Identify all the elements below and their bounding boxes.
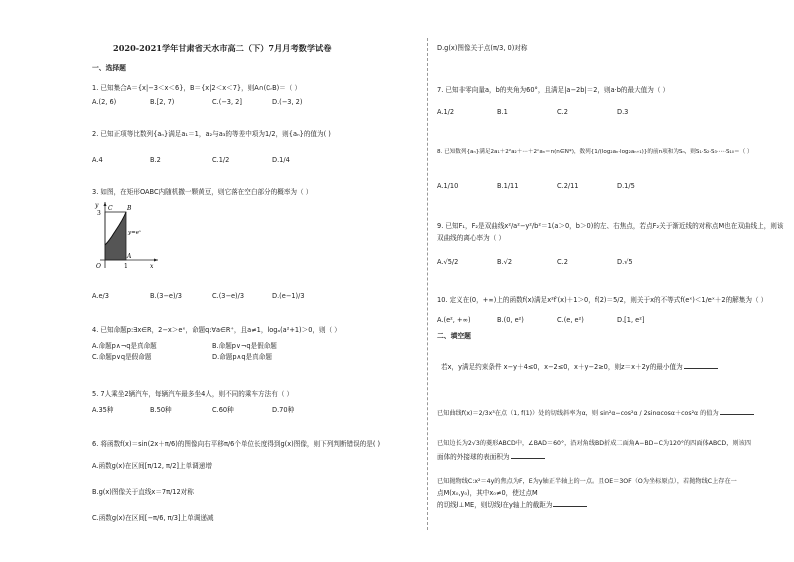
question-2-option-c: C.1/2 xyxy=(212,156,230,164)
fill-3-line2: 面体的外接球的表面积为 xyxy=(437,453,510,461)
fill-3-text xyxy=(437,452,545,461)
question-5-option-a: A.35种 xyxy=(92,406,114,414)
section-choice-heading: 一、选择题 xyxy=(92,64,126,72)
question-4-option-d: D.命题p∧q是真命题 xyxy=(212,353,272,361)
fill-2-line: 已知曲线f(x)＝2/3x³在点（1, f(1)）处的切线斜率为α，则 sin²α−cos²α / 2sinαcosα＋cos²α 的值为 xyxy=(437,410,719,417)
question-6-option-a: A.函数g(x)在区间[π/12, π/2]上单调递增 xyxy=(92,462,212,470)
question-5-option-d: D.70种 xyxy=(272,406,295,414)
question-6-option-c: C.函数g(x)在区间[−π/6, π/3]上单调递减 xyxy=(92,514,214,522)
question-3-option-c: C.(3−e)/3 xyxy=(212,292,245,300)
figure-curve-label: y=eˣ xyxy=(128,230,141,236)
question-10-option-c: C.(e, e²) xyxy=(557,316,584,324)
question-10-stem: 10. 定义在(0，+∞)上的函数f(x)满足x²f′(x)＋1＞0，f(2)＝5/2，则关于x的不等式f(eˣ)＜1/eˣ＋2的解集为（ ） xyxy=(437,296,768,304)
question-8-option-c: C.2/11 xyxy=(557,182,579,190)
question-4-option-b: B.命题p∨¬q是假命题 xyxy=(212,342,277,350)
figure-point-c: C xyxy=(108,205,113,212)
question-9-stem-cont: 双曲线的离心率为（ ） xyxy=(437,234,506,242)
figure-point-b: B xyxy=(127,205,132,212)
question-4-option-c: C.命题p∨q是假命题 xyxy=(92,353,152,361)
fill-4-line1: 已知抛物线C:x²＝4y的焦点为F，E为y轴正半轴上的一点。且OE＝3OF（O为坐标原点），若抛物线C上存在一 xyxy=(437,478,737,485)
question-7-stem: 7. 已知非零向量a，b的夹角为60°，且满足|a−2b|＝2，则a·b的最大值为（ ） xyxy=(437,86,670,94)
figure-tick-3: 3 xyxy=(97,210,101,217)
question-10-option-a: A.(e², +∞) xyxy=(437,316,471,324)
fill-1-line: 若x，y满足约束条件 x−y＋4≤0，x−2≤0，x＋y−2≥0，则z＝x＋2y的最小值为 xyxy=(441,363,683,371)
figure-x-label: x xyxy=(150,263,154,270)
question-1-option-a: A.(2, 6) xyxy=(92,98,117,106)
question-9-option-b: B.√2 xyxy=(497,258,513,266)
fill-4-line1b: 点M(x₀,y₀)，其中x₀≠0，使过点M xyxy=(437,489,538,497)
question-6-option-d: D.g(x)图像关于点(π/3, 0)对称 xyxy=(437,44,528,52)
fill-2-text xyxy=(437,408,754,418)
figure-origin-label: O xyxy=(96,263,101,270)
page-title: 2020-2021学年甘肃省天水市高二（下）7月月考数学试卷 xyxy=(113,43,332,53)
question-5-option-b: B.50种 xyxy=(150,406,172,414)
question-10-option-b: B.(0, e²) xyxy=(497,316,524,324)
question-3-option-d: D.(e−1)/3 xyxy=(272,292,305,300)
question-1-option-d: D.(−3, 2) xyxy=(272,98,303,106)
section-fill-heading: 二、填空题 xyxy=(437,332,471,340)
question-2-stem: 2. 已知正项等比数列{aₙ}满足a₁＝1，a₂与a₃的等差中项为1/2，则{aₙ}的值为( ) xyxy=(92,130,331,138)
question-9-option-a: A.√5/2 xyxy=(437,258,459,266)
question-6-option-b: B.g(x)图像关于直线x＝7π/12对称 xyxy=(92,488,194,496)
question-1-option-b: B.[2, 7) xyxy=(150,98,175,106)
question-3-option-b: B.(3−e)/3 xyxy=(150,292,182,300)
question-9-option-c: C.2 xyxy=(557,258,568,266)
question-1-stem: 1. 已知集合A＝{x|−3＜x＜6}，B＝{x|2＜x＜7}，则A∩(∁ᵣB)＝（ ） xyxy=(92,84,302,92)
question-2-option-b: B.2 xyxy=(150,156,161,164)
question-3-figure xyxy=(92,198,164,276)
question-3-option-a: A.e/3 xyxy=(92,292,109,300)
figure-y-label: y xyxy=(95,202,99,209)
right-column xyxy=(397,0,794,562)
question-4-stem: 4. 已知命题p:∃x∈R，2−x＞eˣ，命题q:∀a∈R⁺，且a≠1，logₐ(a²+1)＞0，则（ ） xyxy=(92,326,341,334)
question-3-stem: 3. 如图，在矩形OABC内随机撒一颗黄豆，则它落在空白部分的概率为（ ） xyxy=(92,188,313,196)
question-6-stem: 6. 将函数f(x)＝sin(2x＋π/6)的图像向右平移π/6个单位长度得到g(x)图像，则下列判断错误的是( ) xyxy=(92,440,381,448)
question-8-stem: 8. 已知数列{aₙ}满足2a₁＋2²a₂＋⋯＋2ⁿaₙ＝n(n∈N*)，数列{1/(log₂aₙ·log₂aₙ₊₁)}的前n项和为Sₙ，则S₁·S₂·S₃·⋯·S₁₀＝（ ） xyxy=(437,149,753,155)
fill-4-line2: 的切线l⊥ME，则切线l在y轴上的截距为 xyxy=(437,501,553,509)
figure-tick-1: 1 xyxy=(124,263,128,270)
question-8-option-a: A.1/10 xyxy=(437,182,459,190)
question-7-option-a: A.1/2 xyxy=(437,108,455,116)
question-9-stem: 9. 已知F₁，F₂是双曲线x²/a²−y²/b²＝1(a＞0，b＞0)的左、右焦点，若点F₂关于渐近线的对称点M也在双曲线上，则该 xyxy=(437,222,784,230)
question-5-stem: 5. 7人乘坐2辆汽车，每辆汽车最多坐4人，则不同的乘车方法有（ ） xyxy=(92,390,294,398)
question-7-option-c: C.2 xyxy=(557,108,568,116)
fill-4-text xyxy=(437,500,587,509)
question-4-option-a: A.命题p∧¬q是真命题 xyxy=(92,342,157,350)
fill-2-blank xyxy=(720,408,754,415)
question-5-option-c: C.60种 xyxy=(212,406,234,414)
figure-point-a: A xyxy=(127,253,132,260)
question-8-option-d: D.1/5 xyxy=(617,182,635,190)
question-9-option-d: D.√5 xyxy=(617,258,633,266)
question-10-option-d: D.[1, e²] xyxy=(617,316,645,324)
fill-4-blank xyxy=(553,500,587,507)
question-8-option-b: B.1/11 xyxy=(497,182,519,190)
fill-1-blank xyxy=(684,362,718,369)
question-7-option-d: D.3 xyxy=(617,108,629,116)
fill-3-line1: 已知边长为2√3的菱形ABCD中，∠BAD＝60°，沿对角线BD折成二面角A−BD−C为120°的四面体ABCD，则该四 xyxy=(437,440,751,447)
question-2-option-a: A.4 xyxy=(92,156,103,164)
fill-3-blank xyxy=(511,452,545,459)
fill-1-text xyxy=(441,362,718,371)
question-2-option-d: D.1/4 xyxy=(272,156,290,164)
question-1-option-c: C.(−3, 2] xyxy=(212,98,242,106)
question-7-option-b: B.1 xyxy=(497,108,508,116)
